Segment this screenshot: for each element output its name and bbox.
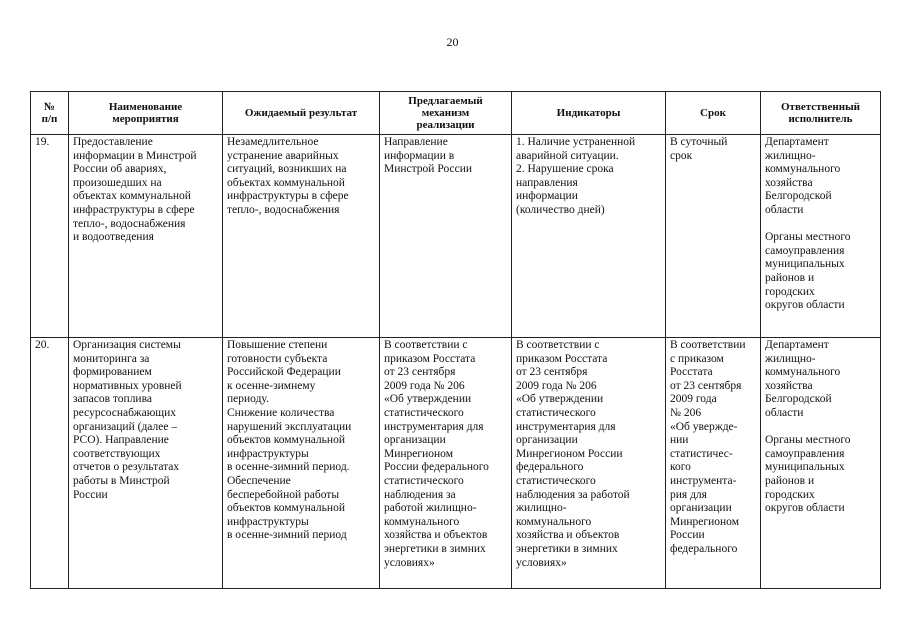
indicators: В соответствии с приказом Росстата от 23 сентября 2009 года № 206 «Об утверждении статистического инструментария для организации Минрегионом России федерального статистического наблюдения за работой жилищно- коммунального хозяйства и объектов энергетики в зимних условиях»	[512, 338, 666, 589]
row-number: 20.	[31, 338, 69, 589]
mechanism: В соответствии с приказом Росстата от 23 сентября 2009 года № 206 «Об утверждении статистического инструментария для организации Минрегионом России федерального статистического наблюдения за работой жилищно- коммунального хозяйства и объектов энергетики в зимних условиях»	[380, 338, 512, 589]
indicators: 1. Наличие устраненной аварийной ситуации. 2. Нарушение срока направления информации (количество дней)	[512, 135, 666, 338]
executor	[761, 338, 881, 589]
expected-result: Незамедлительное устранение аварийных ситуаций, возникших на объектах коммунальной инфраструктуры в сфере тепло-, водоснабжения	[223, 135, 380, 338]
header-mechanism: Предлагаемый механизм реализации	[380, 92, 512, 135]
header-expected-result: Ожидаемый результат	[223, 92, 380, 135]
table-row	[31, 135, 881, 338]
term: В соответствии с приказом Росстата от 23 сентября 2009 года № 206 «Об уверждe- нии статистичес- кого инструмента- рия для организации Минрегионом России федерального	[666, 338, 761, 589]
header-number: № п/п	[31, 92, 69, 135]
executor-local-authorities: Органы местного самоуправления муниципальных районов и городских округов области	[765, 434, 851, 515]
header-indicators: Индикаторы	[512, 92, 666, 135]
header-executor: Ответственный исполнитель	[761, 92, 881, 135]
table-row	[31, 338, 881, 589]
executor-department: Департамент жилищно- коммунального хозяйства Белгородской области	[765, 136, 841, 216]
term: В суточный срок	[666, 135, 761, 338]
page-number: 20	[446, 35, 459, 49]
expected-result: Повышение степени готовности субъекта Российской Федерации к осенне-зимнему периоду. Снижение количества нарушений эксплуатации объектов коммунальной инфраструктуры в осенне-зимний период. Обеспечение бесперебойной работы объектов коммунальной инфраструктуры в осенне-зимний период	[223, 338, 380, 589]
executor	[761, 135, 881, 338]
row-number: 19.	[31, 135, 69, 338]
measure-name: Организация системы мониторинга за формированием нормативных уровней запасов топлива ресурсоснабжающих организаций (далее – РСО). Направление соответствующих отчетов о результатах работы в Минстрой России	[69, 338, 223, 589]
table-header-row	[31, 92, 881, 135]
measure-name: Предоставление информации в Минстрой России об авариях, произошедших на объектах коммунальной инфраструктуры в сфере тепло-, водоснабжения и водоотведения	[69, 135, 223, 338]
measures-table	[30, 91, 881, 589]
header-measure-name: Наименование мероприятия	[69, 92, 223, 135]
mechanism: Направление информации в Минстрой России	[380, 135, 512, 338]
executor-local-authorities: Органы местного самоуправления муниципальных районов и городских округов области	[765, 231, 851, 312]
header-term: Срок	[666, 92, 761, 135]
executor-department: Департамент жилищно- коммунального хозяйства Белгородской области	[765, 339, 841, 419]
